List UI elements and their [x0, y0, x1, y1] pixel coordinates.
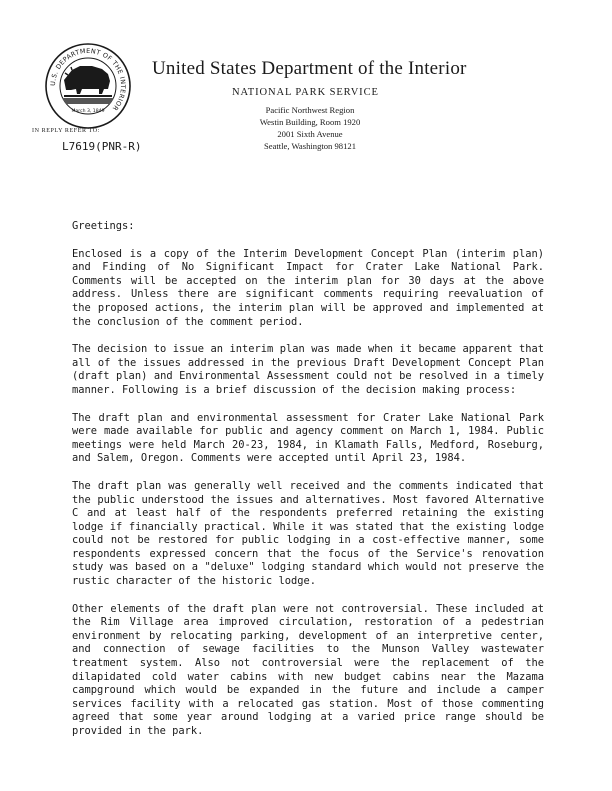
paragraph: The decision to issue an interim plan was made when it became apparent that all of the issues addressed in the previous Draft Development Concept Plan (draft plan) and Environmental Assessment could not be resolved in a timely manner. Following is a brief discussion of the decision making process:: [72, 343, 544, 396]
paragraph: Enclosed is a copy of the Interim Development Concept Plan (interim plan) and Finding of No Significant Impact for Crater Lake National Park. Comments will be accepted on the interim plan for 30 days at the above address. Unless there are significant comments requiring reevaluation of the proposed actions, the interim plan will be approved and implemented at the conclusion of the comment period.: [72, 247, 544, 328]
file-code: L7619(PNR-R): [62, 140, 142, 153]
svg-text:March 3, 1849: March 3, 1849: [71, 109, 105, 114]
office-address: [230, 104, 390, 152]
bureau-name: NATIONAL PARK SERVICE: [232, 87, 379, 98]
agency-name: United States Department of the Interior: [152, 58, 467, 79]
salutation: Greetings:: [72, 220, 135, 232]
address-line: Seattle, Washington 98121: [263, 141, 356, 151]
address-line: 2001 Sixth Avenue: [277, 129, 343, 139]
address-line: Westin Building, Room 1920: [259, 117, 361, 127]
svg-text:U.S. DEPARTMENT OF THE INTERIO: U.S. DEPARTMENT OF THE INTERIOR: [48, 46, 128, 113]
letter-body: [72, 220, 544, 753]
reply-reference-label: IN REPLY REFER TO:: [32, 128, 100, 134]
paragraph: The draft plan and environmental assessment for Crater Lake National Park were made available for public and agency comment on March 1, 1984. Public meetings were held March 20-23, 1984, in Klamath Falls, Medford, Roseburg, and Salem, Oregon. Comments were accepted until April 23, 1984.: [72, 411, 544, 465]
paragraph: Other elements of the draft plan were not controversial. These included at the Rim Village area improved circulation, restoration of a pedestrian environment by relocating parking, development of an interpretive center, and connection of sewage facilities to the Munson Valley wastewater treatment system. Also not controversial were the replacement of the dilapidated cold water cabins with new budget cabins near the Mazama campground which would be expanded in the future and include a camper services facility with a relocated gas station. Most of those commenting agreed that some year around lodging at a varied price range should be provided in the park.: [72, 602, 544, 737]
department-seal: [44, 42, 132, 130]
bison-seal-icon: [44, 42, 132, 130]
address-line: Pacific Northwest Region: [265, 105, 355, 115]
paragraph: The draft plan was generally well received and the comments indicated that the public understood the issues and alternatives. Most favored Alternative C and at least half of the respondents preferred retaining the existing lodge if financially practical. While it was stated that the existing lodge could not be restored for public lodging in a cost-effective manner, some respondents expressed concern that the focus of the Service's renovation study was based on a "deluxe" lodging standard which would not preserve the rustic character of the historic lodge.: [72, 479, 544, 588]
